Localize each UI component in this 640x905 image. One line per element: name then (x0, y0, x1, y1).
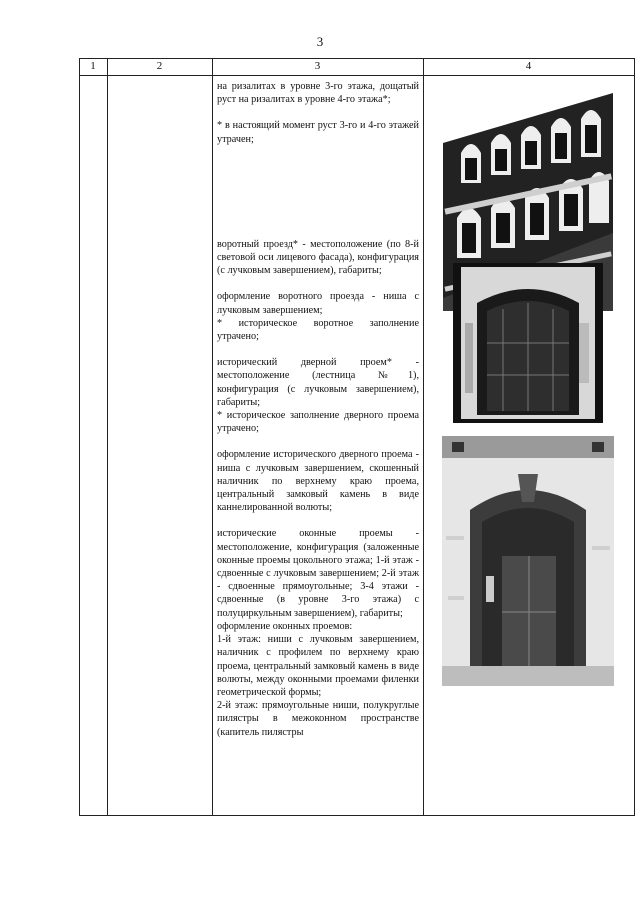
table-border-left (79, 58, 80, 816)
table-border-top (79, 58, 635, 59)
doorway-photo (442, 436, 614, 686)
column-header-2: 2 (156, 60, 163, 72)
paragraph: на ризалитах в уровне 3-го этажа, дощатый руст на ризалитах в уровне 4-го этажа*; (217, 81, 419, 106)
table-border-right (634, 58, 635, 816)
paragraph: исторические оконные проемы - местоположение, конфигурация (заложенные оконные проемы цокольного этажа; 1-й этаж - сдвоенные с лучковым завершением; 2-й этаж - сдвоенные прямоугольные; 3-4 этажи - сдвоенные (в уровне 3-го этажа) с полуциркульным завершением), габариты; (217, 528, 419, 619)
paragraph: 2-й этаж: прямоугольные ниши, полукруглые пилястры в межоконном пространстве (капитель пилястры (217, 700, 419, 738)
paragraph: оформление оконных проемов: (217, 620, 353, 632)
paragraph: * историческое воротное заполнение утрачено; (217, 317, 419, 343)
column-header-1: 1 (90, 60, 96, 72)
paragraph: исторический дверной проем* - местоположение (лестница №1), конфигурация (с лучковым завершением), габариты; (217, 357, 419, 408)
paragraph: оформление воротного проезда - ниша с лучковым завершением; (217, 291, 419, 316)
page-number: 3 (316, 34, 324, 49)
table-border-bottom (79, 815, 635, 816)
description-text (217, 80, 419, 739)
column-header-4: 4 (525, 60, 532, 72)
header-separator (79, 75, 635, 76)
column-divider (212, 58, 213, 816)
description-table (79, 58, 635, 816)
paragraph: * историческое заполнение дверного проема утрачено; (217, 410, 419, 435)
column-divider (423, 58, 424, 816)
paragraph: * в настоящий момент руст 3-го и 4-го этажей утрачен; (217, 120, 419, 145)
gateway-niche-photo (453, 263, 603, 423)
paragraph: оформление исторического дверного проема - ниша с лучковым завершением, скошенный наличник по верхнему краю проема, центральный замковый камень в виде каннелированной волюты; (217, 449, 419, 514)
column-header-3: 3 (314, 60, 321, 72)
paragraph: 1-й этаж: ниши с лучковым завершением, наличник с профилем по верхнему краю проема, центральный замковый камень в виде волюты, между оконными проемами филенки геометрической формы; (217, 634, 419, 698)
column-divider (107, 58, 108, 816)
paragraph: воротный проезд* - местоположение (по 8-й световой оси лицевого фасада), конфигурация (с лучковым завершением), габариты; (217, 238, 419, 277)
